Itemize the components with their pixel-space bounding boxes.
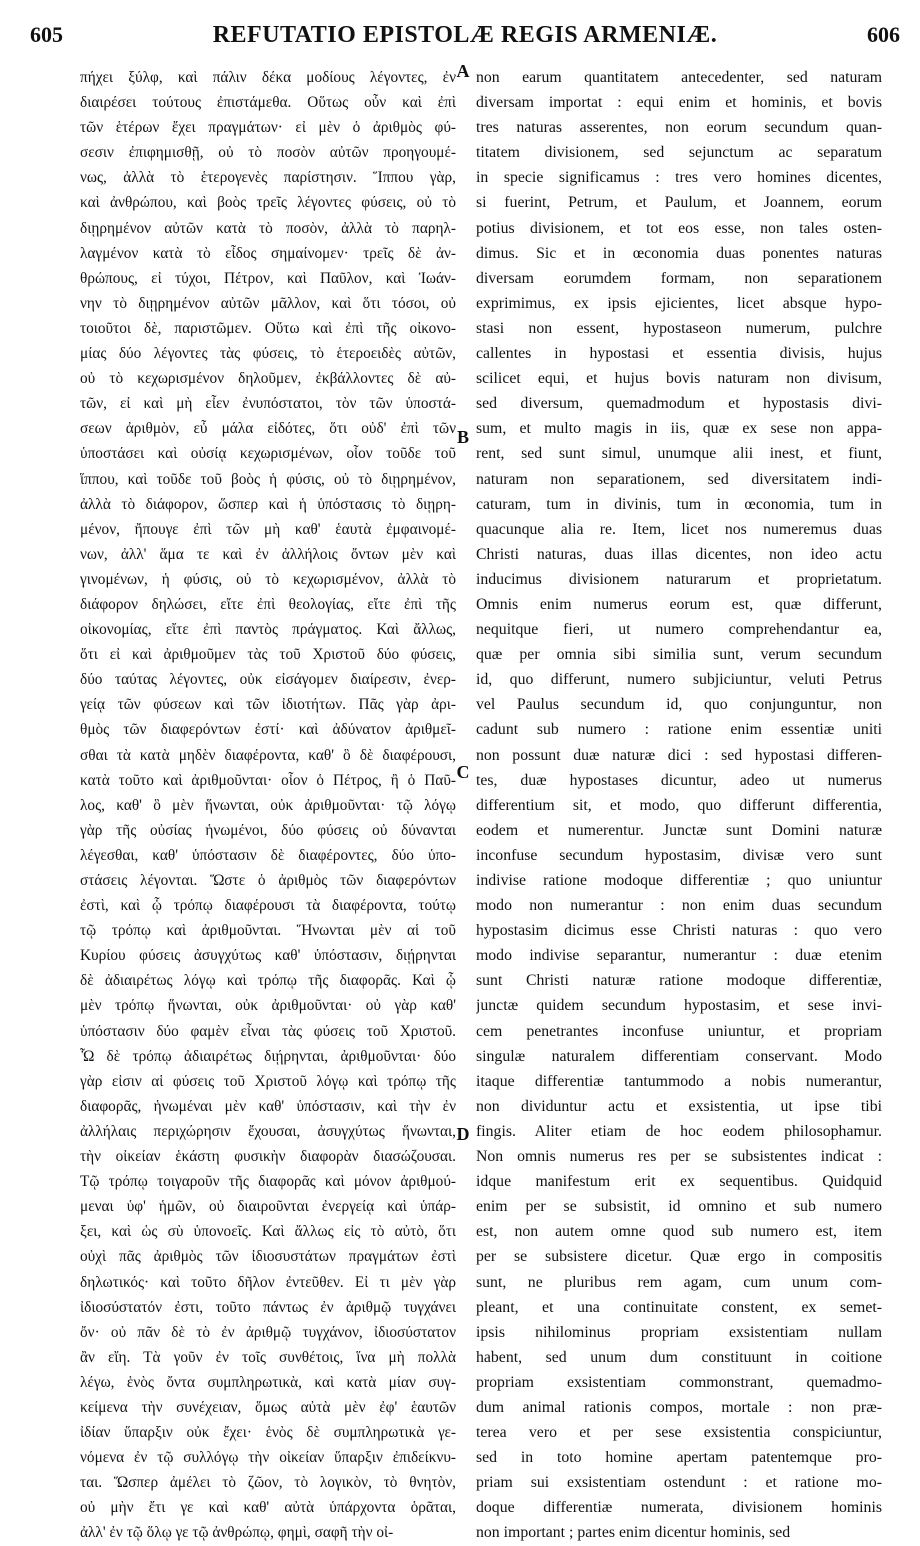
latin-text-line: caturam, tum in divinis, tum in œconomia, tum in <box>476 495 882 513</box>
latin-text-column <box>476 65 882 1546</box>
greek-text-line: τῶν, εἰ καὶ μὴ εἶεν ἐνυπόστατοι, τὸν τῶν ὑποστά- <box>80 395 456 413</box>
greek-text-line: δύο ταύτας λέγοντες, οὐκ εἰσάγομεν διαίρεσιν, ἐνερ- <box>80 671 456 689</box>
greek-text-line: μένον, ἤπουγε ἐπὶ τῶν μὴ καθ' ἑαυτὰ ἐμφαινομέ- <box>80 520 456 538</box>
greek-text-line: οἰκονομίας, εἴτε ἐπὶ παντὸς πράγματος. Καὶ ἄλλως, <box>80 621 456 639</box>
latin-text-line: indivise ratione modoque differentiæ ; quo uniuntur <box>476 872 882 889</box>
greek-text-line: τοιοῦτοι δὲ, παριστῶμεν. Οὕτω καὶ ἐπὶ τῆς οἰκονο- <box>80 319 456 337</box>
latin-text-line: dimus. Sic et in œconomia duas ponentes naturas <box>476 244 882 262</box>
latin-text-line: tres naturas asserentes, non eorum secundum quan- <box>476 119 882 137</box>
section-marker-b: B <box>456 427 469 447</box>
latin-text-line: per se subsistere dicetur. Quæ ergo in compositis <box>476 1248 882 1266</box>
latin-text-line: titatem divisionem, sed sejunctum ac separatum <box>476 144 882 162</box>
greek-text-line: τὴν οἰκείαν ἑκάστη φυσικὴν διαφορὰν διασώζουσαι. <box>80 1148 456 1166</box>
latin-text-line: enim per se subsistit, id omnino et sub numero <box>476 1198 882 1216</box>
greek-text-line: μίας δύο λέγοντες τὰς φύσεις, τὸ ἑτεροειδὲς αὐτῶν, <box>80 345 456 363</box>
latin-text-line: quacunque alia re. Item, licet nos numeremus duas <box>476 520 882 538</box>
greek-text-column <box>80 65 456 1546</box>
latin-text-line: naturam non separationem, sed diversitatem indi- <box>476 470 882 488</box>
latin-text-line: Christi naturas, duas illas dicentes, non ideo actu <box>476 545 882 563</box>
greek-text-line: κατὰ τοῦτο καὶ ἀριθμοῦνται· οἷον ὁ Πέτρος, ἢ ὁ Παῦ- <box>80 771 456 789</box>
greek-text-line: κείμενα τὴν συνέχειαν, ὅμως αὐτὰ μὲν ἐφ' ἑαυτῶν <box>80 1398 456 1416</box>
latin-text-line: inducimus divisionem naturarum et proprietatum. <box>476 570 882 588</box>
latin-text-line: dum animal rationis compos, mortale : non præ- <box>476 1398 882 1416</box>
greek-text-line: πήχει ξύλφ, καὶ πάλιν δέκα μοδίους λέγοντες, ἐν <box>80 69 456 86</box>
greek-text-line: ὑπόστασιν δύο φαμὲν εἶναι τὰς φύσεις τοῦ Χριστοῦ. <box>80 1022 456 1040</box>
latin-text-line: differentium sit, et modo, quo differunt differentia, <box>476 796 882 814</box>
latin-text-line: non possunt duæ naturæ dici : sed hypostasi differen- <box>476 746 882 764</box>
latin-text-line: modo indivise separantur, numerantur : duæ etenim <box>476 947 882 965</box>
latin-text-line: sunt, ne pluribus rem agam, cum unum com- <box>476 1273 882 1291</box>
greek-text-line: οὐχὶ πᾶς ἀριθμὸς τῶν ἰδιοσυστάτων πραγμάτων ἐστὶ <box>80 1248 456 1266</box>
greek-text-line: ὅτι εἰ καὶ ἀριθμοῦμεν τὰς τοῦ Χριστοῦ δύο φύσεις, <box>80 646 456 664</box>
greek-text-line: ἂν εἴη. Τὰ γοῦν ἐν τοῖς συνθέτοις, ἵνα μὴ πολλὰ <box>80 1348 456 1366</box>
latin-text-line: scilicet equi, et hujus bovis naturam non divisum, <box>476 370 882 388</box>
greek-text-line: διαιρέσει τούτους ἐπιστάμεθα. Οὕτως οὖν καὶ ἐπὶ <box>80 94 456 112</box>
greek-text-line: διάφορον δηλώσει, εἴτε ἐπὶ θεολογίας, εἴτε ἐπὶ τῆς <box>80 595 456 613</box>
running-header <box>30 10 900 58</box>
greek-text-line: οὐ μὴν ἔτι γε καὶ καθ' αὐτὰ ὑπάρχοντα ὁρᾶται, <box>80 1499 456 1517</box>
latin-text-line: diversam eorumdem formam, non separationem <box>476 269 882 287</box>
greek-text-line: ἰδίαν ὕπαρξιν οὐκ ἔχει· ἑνὸς δὲ συμπληρωτικὰ γε- <box>80 1424 456 1442</box>
latin-text-line: fingis. Aliter etiam de hoc eodem philosophamur. <box>476 1122 882 1140</box>
latin-text-line: sum, et multo magis in iis, quæ ex sese non appa- <box>476 420 882 438</box>
latin-text-line: terea vero et per sese exsistentia conspiciuntur, <box>476 1424 882 1442</box>
latin-text-line: inconfuse secundum hypostasim, divisæ vero sunt <box>476 846 882 864</box>
greek-text-line: στάσεις λέγονται. Ὥστε ὁ ἀριθμὸς τῶν διαφερόντων <box>80 872 456 889</box>
latin-text-line: vel Paulus secundum id, quo conjunguntur, non <box>476 696 882 714</box>
page-number-right: 606 <box>867 22 900 47</box>
latin-text-line: Non omnis numerus res per se subsistentes indicat : <box>476 1148 882 1166</box>
greek-text-line: λαγμένον κατὰ τὸ εἶδος σημαίνομεν· τρεῖς δὲ ἀν- <box>80 244 456 262</box>
greek-text-line: ἵππου, καὶ τοῦδε τοῦ βοὸς ἡ φύσις, οὐ τὸ διῃρημένον, <box>80 470 456 488</box>
latin-text-line: eodem et numerentur. Junctæ sunt Domini naturæ <box>476 821 882 839</box>
latin-text-line: potius divisionem, et tot eos esse, non tales osten- <box>476 219 882 237</box>
section-marker-a: A <box>456 61 470 81</box>
greek-text-line: ἰδιοσύστατόν ἐστι, τοῦτο πάντως ἐν ἀριθμῷ τυγχάνει <box>80 1298 456 1316</box>
greek-text-line: ἀλλὰ τὸ διάφορον, ὥσπερ καὶ ἡ ὑπόστασις τὸ διῃρη- <box>80 495 456 513</box>
latin-text-line: nequitque fieri, ut numero comprehendantur ea, <box>476 621 882 639</box>
greek-text-line: ὄν· οὐ πᾶν δὲ τὸ ἐν ἀριθμῷ τυγχάνον, ἰδιοσύστατον <box>80 1323 456 1341</box>
greek-text-line: καὶ ἀνθρώπου, καὶ βοὸς τρεῖς λέγοντες φύσεις, οὐ τὸ <box>80 194 456 212</box>
latin-text-line: sunt Christi naturæ ratione modoque differentiæ, <box>476 972 882 990</box>
greek-text-line: ἐστὶ, καὶ ᾧ τρόπῳ διαφέρουσι τὰ διαφέροντα, τούτῳ <box>80 897 456 915</box>
latin-text-line: non dividuntur actu et exsistentia, ut ipse tibi <box>476 1097 882 1115</box>
greek-text-line: θρώπους, εἰ τύχοι, Πέτρον, καὶ Παῦλον, καὶ Ἰωάν- <box>80 269 456 287</box>
greek-text-line: λέγω, ἑνὸς ὄντα συμπληρωτικὰ, καὶ κατὰ μίαν συγ- <box>80 1373 456 1391</box>
latin-text-line: id, quo differunt, numero subjiciuntur, veluti Petrus <box>476 671 882 689</box>
latin-text-line: rent, sed sunt simul, unumque alii inest, et fiunt, <box>476 445 882 463</box>
greek-text-line: λέγεσθαι, καθ' ὑπόστασιν δὲ διαφέροντες, δύο ὑπο- <box>80 846 456 864</box>
greek-text-line: Ὧ δὲ τρόπῳ ἀδιαιρέτως διῄρηνται, ἀριθμοῦνται· δύο <box>80 1047 456 1065</box>
latin-text-line: est, non autem omne quod sub numero est, item <box>476 1223 882 1241</box>
latin-text-line: priam sui exsistentiam ostendunt : et ratione mo- <box>476 1474 882 1492</box>
latin-text-line: habent, sed unum dum constituunt in coitione <box>476 1348 882 1366</box>
greek-text-line: τῶν ἑτέρων ἔχει πραγμάτων· εἰ μὲν ὁ ἀριθμὸς φύ- <box>80 119 456 137</box>
latin-text-line: non important ; partes enim dicentur hominis, sed <box>476 1524 791 1542</box>
greek-text-line: νόμενα ἐν τῷ συλλόγῳ τὴν οἰκείαν ὕπαρξιν ἐπιδείκνυ- <box>80 1449 456 1467</box>
greek-text-line: διῃρημένον αὐτῶν κατὰ τὸ ποσὸν, ἀλλὰ τὸ παρηλ- <box>80 219 456 237</box>
greek-text-line: δὲ ἀδιαιρέτως λόγῳ καὶ τρόπῳ τῆς διαφορᾶς. Καὶ ᾧ <box>80 972 456 990</box>
latin-text-line: sed in toto homine apertam patentemque pro- <box>476 1449 882 1467</box>
latin-text-line: itaque differentiæ tantummodo a nobis numerantur, <box>476 1072 882 1090</box>
page-number-left: 605 <box>30 22 63 47</box>
greek-text-line: θμὸς τῶν διαφερόντων ἐστί· καὶ ἀδύνατον ἀριθμεῖ- <box>80 721 456 739</box>
latin-text-line: si fuerint, Petrum, et Paulum, et Joannem, eorum <box>476 194 882 212</box>
greek-text-line: γὰρ εἰσιν αἱ φύσεις τοῦ Χριστοῦ λόγῳ καὶ τρόπῳ τῆς <box>80 1072 456 1090</box>
latin-text-line: cadunt sub numero : ratione enim essentiæ uniti <box>476 721 882 739</box>
greek-text-line: νην τὸ διῃρημένον αὐτῶν μᾶλλον, καὶ ὅτι τόσοι, οὐ <box>80 294 456 312</box>
greek-text-line: νως, ἀλλὰ τὸ ἑτερογενὲς παρίστησιν. Ἵππου γὰρ, <box>80 169 456 187</box>
greek-text-line: λος, καθ' ὃ μὲν ἥνωνται, οὐκ ἀριθμοῦνται· τῷ λόγῳ <box>80 796 456 814</box>
greek-text-line: γείᾳ τῶν φύσεων καὶ τῶν ἰδιοτήτων. Πᾶς γὰρ ἀρι- <box>80 696 456 714</box>
greek-text-line: ἀλλήλαις περιχώρησιν ἔχουσαι, ἀσυγχύτως ἥνωνται, <box>80 1122 456 1140</box>
latin-text-line: sed diversum, quemadmodum et hypostasis divi- <box>476 395 882 413</box>
latin-text-line: junctæ quidem secundum hypostasim, et sese invi- <box>476 997 882 1015</box>
latin-text-line: diversam importat : equi enim et hominis, et bovis <box>476 94 882 112</box>
greek-text-line: σεων ἀριθμὸν, εὖ μάλα εἰδότες, ὅτι οὐδ' ἐπὶ τῶν <box>80 420 456 438</box>
greek-text-line: ται. Ὥσπερ ἀμέλει τὸ ζῶον, τὸ λογικὸν, τὸ θνητὸν, <box>80 1474 456 1492</box>
greek-text-line: ξει, καὶ ὡς σὺ ὑπονοεῖς. Καὶ ἄλλως εἰς τὸ αὐτὸ, ὅτι <box>80 1223 456 1241</box>
latin-text-line: non earum quantitatem antecedenter, sed naturam <box>476 69 882 86</box>
latin-text-line: cem penetrantes inconfuse uniuntur, et propriam <box>476 1022 882 1040</box>
greek-text-line: Τῷ τρόπῳ τοιγαροῦν τῆς διαφορᾶς καὶ μόνον ἀριθμού- <box>80 1173 456 1191</box>
latin-text-line: in specie significamus : tres vero homines dicentes, <box>476 169 882 187</box>
greek-text-line: νων, ἀλλ' ἅμα τε καὶ ἐν ἀλλήλοις ὄντων μὲν καὶ <box>80 545 456 563</box>
greek-text-line: ἀλλ' ἐν τῷ ὅλῳ γε τῷ ἀνθρώπῳ, φημὶ, σαφῆ τὴν οἰ- <box>80 1524 394 1542</box>
greek-text-line: γινομένων, ἡ φύσις, οὐ τὸ κεχωρισμένον, ἀλλὰ τὸ <box>80 570 456 588</box>
latin-text-line: Omnis enim numerus eorum est, quæ differunt, <box>476 595 882 613</box>
latin-text-line: idque manifestum erit ex sequentibus. Quidquid <box>476 1173 882 1191</box>
latin-text-line: callentes in hypostasi et essentia divisis, hujus <box>476 345 882 363</box>
latin-text-line: doque differentiæ numerata, divisionem hominis <box>476 1499 882 1517</box>
greek-text-line: οὐ τὸ κεχωρισμένον δηλοῦμεν, ἐκβάλλοντες δὲ αὐ- <box>80 370 456 388</box>
latin-text-line: tes, duæ hypostases dicuntur, adeo ut numerus <box>476 771 882 789</box>
latin-text-line: exprimimus, ex ipsis ejicientes, licet absque hypo- <box>476 294 882 312</box>
running-title: REFUTATIO EPISTOLÆ REGIS ARMENIÆ. <box>212 22 718 48</box>
latin-text-line: quæ per omnia sibi similia sunt, verum secundum <box>476 646 882 664</box>
greek-text-line: σεσιν ἐπιφημισθῇ, οὐ τὸ ποσὸν αὐτῶν προηγουμέ- <box>80 144 456 162</box>
greek-text-line: γὰρ τῆς οὐσίας ἡνωμένοι, δύο φύσεις οὐ δύνανται <box>80 821 456 839</box>
latin-text-line: propriam exsistentiam commonstrant, quemadmo- <box>476 1373 882 1391</box>
latin-text-line: hypostasim dicimus esse Christi naturas : quo vero <box>476 922 882 940</box>
greek-text-line: μὲν τρόπῳ ἥνωνται, οὐκ ἀριθμοῦνται· οὐ γὰρ καθ' <box>80 997 456 1015</box>
section-marker-d: D <box>456 1124 470 1144</box>
latin-text-line: modo non numerantur : non enim duas secundum <box>476 897 882 915</box>
greek-text-line: Κυρίου φύσεις ἀσυγχύτως καθ' ὑπόστασιν, διῄρηνται <box>80 947 456 965</box>
greek-text-line: τῷ τρόπῳ καὶ ἀριθμοῦνται. Ἥνωνται μὲν αἱ τοῦ <box>80 922 456 940</box>
latin-text-line: stasi non essent, hypostaseon numerum, pulchre <box>476 319 882 337</box>
greek-text-line: διαφορᾶς, ἡνωμέναι μὲν καθ' ὑπόστασιν, καὶ τὴν ἐν <box>80 1097 456 1115</box>
greek-text-line: δηλωτικός· καὶ τοῦτο δῆλον ἐντεῦθεν. Εἰ τι μὲν γὰρ <box>80 1273 456 1291</box>
greek-text-line: μεναι ὑφ' ἡμῶν, οὐ διαιροῦνται ἐνεργείᾳ καὶ ὑπάρ- <box>80 1198 456 1216</box>
greek-text-line: ὑποστάσει καὶ οὐσίᾳ κεχωρισμένων, οἷον τοῦδε τοῦ <box>80 445 456 463</box>
latin-text-line: singulæ naturalem differentiam conservant. Modo <box>476 1047 882 1065</box>
latin-text-line: pleant, et una continuitate constent, ex semet- <box>476 1298 882 1316</box>
greek-text-line: σθαι τὰ κατὰ μηδὲν διαφέροντα, καθ' ὃ δὲ διαφέρουσι, <box>80 746 456 764</box>
latin-text-line: ipsis nihilominus propriam exsistentiam nullam <box>476 1323 882 1341</box>
section-marker-c: C <box>456 762 470 782</box>
